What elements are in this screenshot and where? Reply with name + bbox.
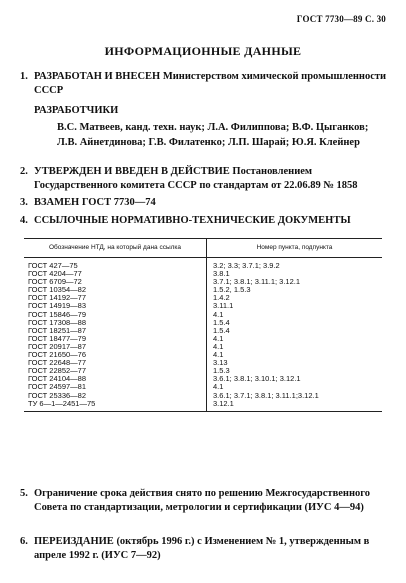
clause-cell: 3.11.1: [213, 301, 234, 311]
section-number: 3.: [20, 197, 28, 208]
clause-cell: 3.6.1; 3.8.1; 3.10.1; 3.12.1: [213, 374, 301, 384]
developers-names: В.С. Матвеев, канд. техн. наук; Л.А. Филиппова; В.Ф. Цыганков; Л.В. Айнетдинова; Г.В. Филатенко; Л.П. Шарай; Ю.Я. Клейнер: [57, 122, 369, 148]
section-1-bold: РАЗРАБОТАН И ВНЕСЕН: [34, 71, 161, 82]
section-1-text: Министерством химической промышленности СССР: [34, 71, 387, 96]
clause-cell: 4.1: [213, 309, 224, 319]
document-cell: ГОСТ 14919—83: [24, 302, 207, 310]
clause-cell: 3.7.1; 3.8.1; 3.11.1; 3.12.1: [213, 277, 301, 287]
developers-heading: РАЗРАБОТЧИКИ: [34, 105, 119, 116]
clause-cell: 3.8.1: [213, 269, 230, 279]
clause-cell: 3.6.1; 3.7.1; 3.8.1; 3.11.1;3.12.1: [213, 390, 319, 400]
document-cell: ГОСТ 427—75: [24, 258, 207, 271]
document-cell: ГОСТ 10354—82: [24, 286, 207, 294]
page-title: ИНФОРМАЦИОННЫЕ ДАННЫЕ: [104, 44, 302, 58]
section-3: [20, 196, 388, 210]
clause-cell: 4.1: [213, 333, 224, 343]
section-number: 4.: [20, 215, 28, 226]
section-4: [20, 214, 388, 228]
document-cell: ГОСТ 6709—72: [24, 278, 207, 286]
table-row: [24, 400, 382, 412]
section-number: 5.: [20, 488, 28, 499]
clause-cell: 1.5.4: [213, 317, 230, 327]
clause-cell: 1.5.2, 1.5.3: [213, 285, 251, 295]
clause-cell: 1.5.4: [213, 325, 230, 335]
section-5: [20, 487, 388, 515]
reference-table-body: [24, 258, 382, 412]
section-2: [20, 165, 388, 193]
document-cell: ГОСТ 24104—88: [24, 375, 207, 383]
section-2-text: Постановлением Государственного комитета СССР по стандартам от 22.06.89 № 1858: [34, 166, 358, 191]
clause-cell: 4.1: [213, 341, 224, 351]
section-3-text: ВЗАМЕН ГОСТ 7730—74: [34, 197, 156, 208]
clause-cell: 1.4.2: [213, 293, 230, 303]
document-cell: ТУ 6—1—2451—75: [24, 400, 207, 412]
clause-cell: 3.13: [213, 358, 228, 368]
clause-cell: 1.5.3: [213, 366, 230, 376]
table-header-document: Обозначение НТД, на который дана ссылка: [24, 239, 207, 258]
section-6-bold: ПЕРЕИЗДАНИЕ: [34, 536, 114, 547]
section-4-text: ССЫЛОЧНЫЕ НОРМАТИВНО-ТЕХНИЧЕСКИЕ ДОКУМЕНТЫ: [34, 215, 351, 226]
document-cell: ГОСТ 22648—77: [24, 359, 207, 367]
document-cell: ГОСТ 25336—82: [24, 392, 207, 400]
document-cell: ГОСТ 22852—77: [24, 367, 207, 375]
section-6-text: (октябрь 1996 г.) с Изменением № 1, утвержденным в апреле 1992 г. (ИУС 7—92): [34, 536, 370, 561]
document-cell: ГОСТ 17308—88: [24, 319, 207, 327]
document-cell: ГОСТ 20917—87: [24, 343, 207, 351]
document-cell: ГОСТ 15846—79: [24, 311, 207, 319]
reference-table: [24, 238, 382, 412]
document-cell: ГОСТ 18477—79: [24, 335, 207, 343]
document-cell: ГОСТ 18251—87: [24, 327, 207, 335]
section-2-bold: УТВЕРЖДЕН И ВВЕДЕН В ДЕЙСТВИЕ: [34, 166, 230, 177]
section-number: 6.: [20, 536, 28, 547]
section-5-text: Ограничение срока действия снято по решению Межгосударственного Совета по стандартизации, метрологии и сертификации (ИУС 4—94): [34, 488, 371, 513]
section-6: [20, 535, 388, 563]
section-number: 2.: [20, 166, 28, 177]
document-cell: ГОСТ 21650—76: [24, 351, 207, 359]
document-cell: ГОСТ 24597—81: [24, 383, 207, 391]
table-header-clause: Номер пункта, подпункта: [207, 239, 383, 258]
section-1: [20, 70, 388, 98]
clause-cell: 3.12.1: [207, 400, 383, 412]
document-cell: ГОСТ 14192—77: [24, 294, 207, 302]
document-cell: ГОСТ 4204—77: [24, 270, 207, 278]
section-number: 1.: [20, 71, 28, 82]
page-header: ГОСТ 7730—89 С. 30: [296, 14, 386, 24]
clause-cell: 4.1: [213, 382, 224, 392]
clause-cell: 3.2; 3.3; 3.7.1; 3.9.2: [213, 261, 280, 270]
clause-cell: 4.1: [213, 350, 224, 360]
